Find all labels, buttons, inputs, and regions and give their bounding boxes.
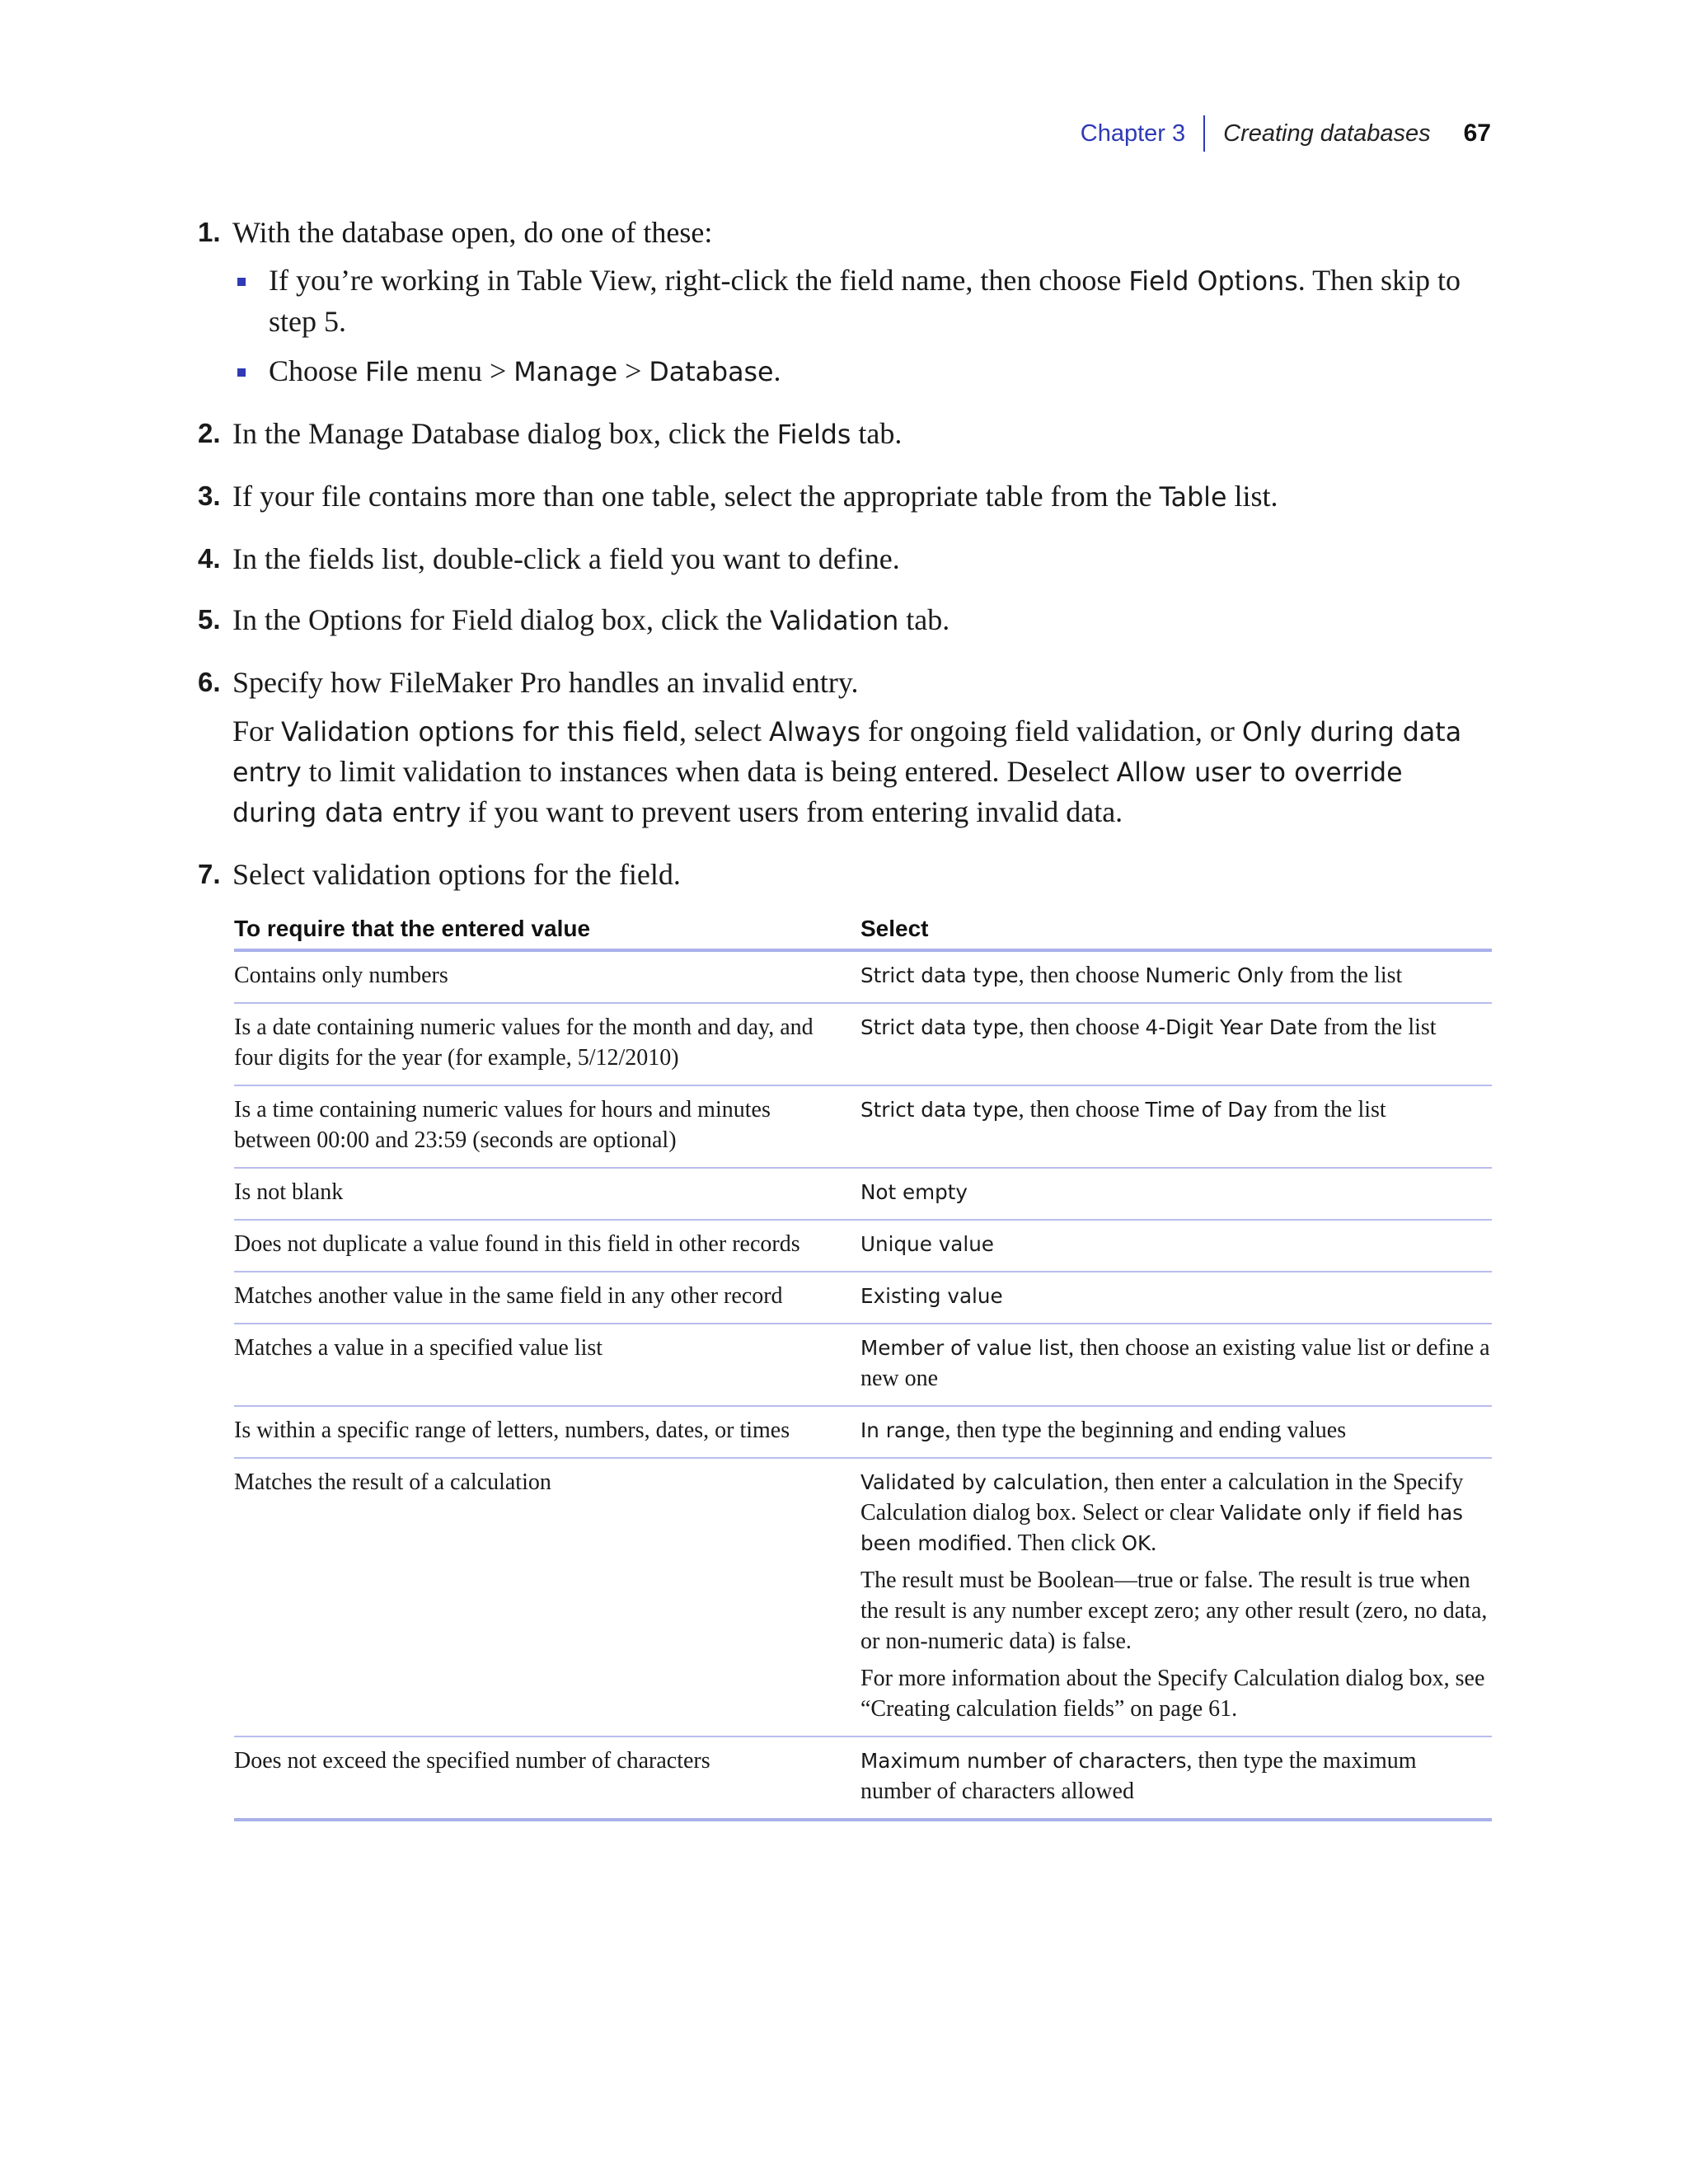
cell-text: . [1151,1530,1157,1556]
ui-term: Strict data type [860,1015,1019,1039]
step-5 [198,600,1492,641]
ui-term: OK [1121,1531,1151,1555]
cell-text: , then enter a calculation in the Specify Calculation dialog box. Select or clear [860,1469,1464,1526]
step-text: With the database open, do one of these: [232,216,713,249]
requirement-cell: Does not exceed the specified number of characters [234,1748,710,1774]
para-text: if you want to prevent users from entering invalid data. [461,795,1123,828]
ui-term: Not empty [860,1180,968,1204]
table-row [234,1324,1492,1407]
ui-term: Maximum number of characters [860,1749,1187,1773]
selection-cell [860,1746,1492,1807]
cell-text: , then choose [1018,1015,1146,1040]
bullet-text: Choose [269,354,365,387]
ui-term: In range [860,1418,945,1442]
ui-term: 4-Digit Year Date [1145,1015,1318,1039]
requirement-cell: Contains only numbers [234,963,448,988]
table-header [234,916,1492,952]
table-row [234,1169,1492,1221]
para-text: for ongoing field validation, or [860,715,1242,748]
requirement-cell: Matches a value in a specified value list [234,1335,603,1361]
step-text: list. [1226,480,1278,513]
requirement-cell: Is within a specific range of letters, numbers, dates, or times [234,1418,790,1443]
table-row [234,1004,1492,1086]
step-text: tab. [898,603,950,636]
ui-term: Strict data type [860,963,1019,987]
cell-text: , then type the beginning and ending values [945,1418,1347,1443]
step-text: In the fields list, double-click a field you want to define. [232,542,900,575]
ui-term: Table [1159,483,1227,513]
step-text: In the Options for Field dialog box, click the [232,603,770,636]
bullet-text: > [617,354,649,387]
ui-term: Member of value list [860,1336,1068,1360]
ui-term: Fields [776,420,851,450]
requirement-cell: Is a time containing numeric values for hours and minutes between 00:00 and 23:59 (seconds are optional) [234,1097,771,1153]
page-number: 67 [1463,120,1491,147]
step-3 [198,476,1492,518]
para-text: , select [679,715,769,748]
validation-options-table [234,916,1492,1821]
para-text: to limit validation to instances when data is being entered. Deselect [301,755,1117,788]
step-7 [198,855,1492,894]
selection-cell [860,1467,1492,1724]
table-row [234,1272,1492,1324]
cell-text: , then choose [1018,963,1146,988]
column-header: To require that the entered value [234,916,591,941]
selection-cell [860,1094,1492,1155]
requirement-cell: Is a date containing numeric values for the month and day, and four digits for the year (for example, 5/12/2010) [234,1015,814,1071]
step-text: Specify how FileMaker Pro handles an invalid entry. [232,666,859,699]
column-header: Select [860,916,929,941]
requirement-cell: Does not duplicate a value found in this field in other records [234,1231,800,1257]
selection-cell [860,1177,1492,1207]
step-paragraph [232,712,1492,833]
selection-cell [860,1012,1492,1073]
table-row [234,1407,1492,1459]
selection-cell [860,1415,1492,1446]
cell-text: , then choose an existing value list or define a new one [860,1335,1490,1391]
ui-term: Validation [769,607,899,636]
bullet-text: If you’re working in Table View, right-click the field name, then choose [269,264,1129,297]
page-body [198,213,1492,1821]
ui-term: Validated by calculation [860,1470,1104,1494]
step-text: In the Manage Database dialog box, click the [232,417,777,450]
cell-paragraph: For more information about the Specify Calculation dialog box, see “Creating calculation fields” on page 61. [860,1666,1485,1722]
requirement-cell: Matches another value in the same field in any other record [234,1283,783,1309]
table-row [234,1737,1492,1821]
step-number: 1. [198,217,221,247]
list-item [232,260,1492,341]
cell-text: , then type the maximum number of characters allowed [860,1748,1417,1804]
cell-text: , then choose [1018,1097,1146,1122]
step-number: 7. [198,859,221,889]
step-number: 3. [198,480,221,511]
step-number: 4. [198,543,221,574]
ui-term: Validate only if field has been modified [860,1501,1463,1555]
cell-text: . Then click [1006,1530,1122,1556]
requirement-cell: Matches the result of a calculation [234,1469,551,1495]
ui-term: Validation options for this field [281,718,680,748]
cell-text: from the list [1283,963,1403,988]
cell-text: from the list [1267,1097,1386,1122]
bullet-text: menu > [409,354,514,387]
selection-cell [860,1229,1492,1259]
ui-term: Unique value [860,1232,994,1256]
ui-term: Time of Day [1145,1098,1268,1122]
cell-text: from the list [1317,1015,1437,1040]
ui-term: Strict data type [860,1098,1019,1122]
ui-term: Allow user to override during data entry [232,758,1403,828]
step-2 [198,414,1492,455]
requirement-cell: Is not blank [234,1179,344,1205]
ui-term: Only during data entry [232,718,1462,788]
ui-term: File [365,358,409,387]
header-divider [1203,115,1205,152]
selection-cell [860,1333,1492,1394]
ui-term: Always [768,718,860,748]
ui-term: Existing value [860,1284,1003,1308]
selection-cell [860,960,1492,991]
square-bullet-icon [237,368,246,377]
cell-paragraph: The result must be Boolean—true or false. The result is true when the result is any number except zero; any other result (zero, no data, or non-numeric data) is false. [860,1568,1488,1654]
table-row [234,952,1492,1004]
step-number: 2. [198,418,221,448]
chapter-title: Creating databases [1223,120,1431,147]
para-text: For [232,715,282,748]
bullet-text: . [773,354,781,387]
step-text: If your file contains more than one table, select the appropriate table from the [232,480,1160,513]
ui-term: Numeric Only [1145,963,1284,987]
ui-term: Field Options [1128,267,1298,297]
step-6 [198,663,1492,833]
step-1 [198,213,1492,392]
step-text: tab. [851,417,903,450]
square-bullet-icon [237,278,246,286]
bullet-text: . Then skip to step 5. [269,264,1461,338]
running-header [1081,115,1491,152]
cell-paragraph [860,1467,1492,1558]
table-row [234,1221,1492,1272]
chapter-label: Chapter 3 [1080,120,1186,147]
table-row [234,1086,1492,1169]
step-number: 6. [198,667,221,697]
list-item [232,351,1492,392]
bullet-list [232,260,1492,392]
ui-term: Database [649,358,774,387]
table-row [234,1459,1492,1737]
ui-term: Manage [513,358,618,387]
selection-cell [860,1281,1492,1311]
step-4 [198,539,1492,579]
step-text: Select validation options for the field. [232,858,681,891]
step-number: 5. [198,604,221,635]
